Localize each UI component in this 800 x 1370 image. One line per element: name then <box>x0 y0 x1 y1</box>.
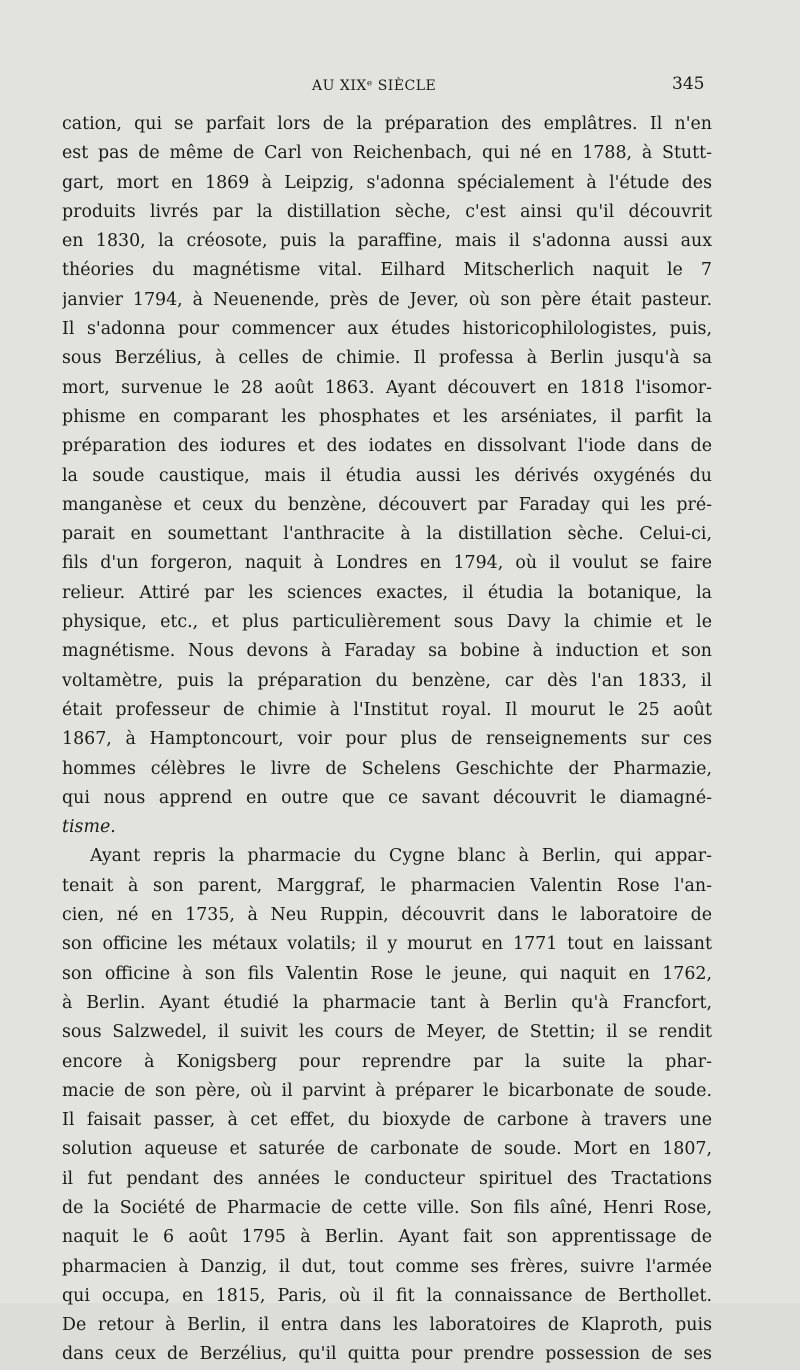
text-line-paragraph-start: Ayant repris la pharmacie du Cygne blanc à Berlin, qui appar- <box>90 846 712 867</box>
text-line: à Berlin. Ayant étudié la pharmacie tant à Berlin qu'à Francfort, <box>62 992 712 1013</box>
text-line: préparation des iodures et des iodates en dissolvant l'iode dans de <box>62 436 712 457</box>
text-line: mort, survenue le 28 août 1863. Ayant découvert en 1818 l'isomor- <box>62 377 712 398</box>
text-line: cation, qui se parfait lors de la préparation des emplâtres. Il n'en <box>62 114 712 134</box>
running-head <box>0 74 800 98</box>
text-line: naquit le 6 août 1795 à Berlin. Ayant fait son apprentissage de <box>62 1227 712 1248</box>
text-line: fils d'un forgeron, naquit à Londres en 1794, où il voulut se faire <box>62 553 712 574</box>
text-line: qui occupa, en 1815, Paris, où il fit la connaissance de Berthollet. <box>62 1285 712 1306</box>
text-line: dans ceux de Berzélius, qu'il quitta pour prendre possession de ses <box>62 1344 712 1365</box>
text-line: phisme en comparant les phosphates et les arséniates, il parfit la <box>62 406 712 427</box>
text-line: la soude caustique, mais il étudia aussi les dérivés oxygénés du <box>62 465 712 486</box>
body-text <box>62 110 712 1370</box>
text-line: encore à Konigsberg pour reprendre par la suite la phar- <box>62 1051 712 1072</box>
text-line: était professeur de chimie à l'Institut royal. Il mourut le 25 août <box>62 699 712 720</box>
text-line: son officine à son fils Valentin Rose le jeune, qui naquit en 1762, <box>62 963 712 984</box>
text-line: cien, né en 1735, à Neu Ruppin, découvrit dans le laboratoire de <box>62 905 712 926</box>
text-line: pharmacien à Danzig, il dut, tout comme ses frères, suivre l'armée <box>62 1256 712 1277</box>
text-line: gart, mort en 1869 à Leipzig, s'adonna spécialement à l'étude des <box>62 172 712 193</box>
text-line: Il s'adonna pour commencer aux études historicophilologistes, puis, <box>62 319 712 340</box>
text-line: il fut pendant des années le conducteur spirituel des Tractations <box>62 1168 712 1189</box>
page-number: 345 <box>672 74 705 94</box>
text-line: physique, etc., et plus particulièrement sous Davy la chimie et le <box>62 612 712 633</box>
text-line: théories du magnétisme vital. Eilhard Mitscherlich naquit le 7 <box>62 260 712 281</box>
text-line: produits livrés par la distillation sèche, c'est ainsi qu'il découvrit <box>62 201 712 222</box>
text-line: De retour à Berlin, il entra dans les laboratoires de Klaproth, puis <box>62 1315 712 1336</box>
text-line: de la Société de Pharmacie de cette ville. Son fils aîné, Henri Rose, <box>62 1197 712 1218</box>
running-head-title: AU XIXᵉ SIÈCLE <box>312 78 437 94</box>
text-line: sous Salzwedel, il suivit les cours de Meyer, de Stettin; il se rendit <box>62 1022 712 1043</box>
text-line: hommes célèbres le livre de Schelens Geschichte der Pharmazie, <box>62 758 712 779</box>
text-line: sous Berzélius, à celles de chimie. Il professa à Berlin jusqu'à sa <box>62 348 712 369</box>
text-line: son officine les métaux volatils; il y mourut en 1771 tout en laissant <box>62 934 712 955</box>
text-line: voltamètre, puis la préparation du benzène, car dès l'an 1833, il <box>62 670 712 691</box>
text-line: magnétisme. Nous devons à Faraday sa bobine à induction et son <box>62 641 712 662</box>
text-line: en 1830, la créosote, puis la paraffine, mais il s'adonna aussi aux <box>62 231 712 252</box>
text-line: Il faisait passer, à cet effet, du bioxyde de carbone à travers une <box>62 1110 712 1131</box>
text-line: tenait à son parent, Marggraf, le pharmacien Valentin Rose l'an- <box>62 875 712 896</box>
text-line: 1867, à Hamptoncourt, voir pour plus de renseignements sur ces <box>62 729 712 750</box>
text-line-paragraph-end: tisme. <box>62 817 116 838</box>
text-line: qui nous apprend en outre que ce savant découvrit le diamagné- <box>62 787 712 808</box>
text-line: est pas de même de Carl von Reichenbach, qui né en 1788, à Stutt- <box>62 143 712 164</box>
text-line: janvier 1794, à Neuenende, près de Jever, où son père était pasteur. <box>62 289 712 310</box>
text-line: solution aqueuse et saturée de carbonate de soude. Mort en 1807, <box>62 1139 712 1160</box>
text-line: manganèse et ceux du benzène, découvert par Faraday qui les pré- <box>62 494 712 515</box>
text-line: macie de son père, où il parvint à préparer le bicarbonate de soude. <box>62 1080 712 1101</box>
text-line: relieur. Attiré par les sciences exactes, il étudia la botanique, la <box>62 582 712 603</box>
text-line: parait en soumettant l'anthracite à la distillation sèche. Celui-ci, <box>62 524 712 545</box>
